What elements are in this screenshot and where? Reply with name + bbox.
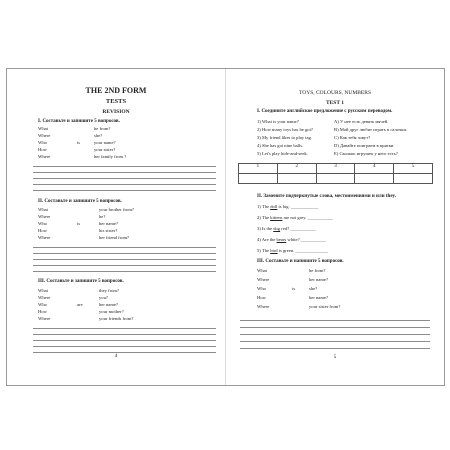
question-ending: her name? <box>309 295 329 300</box>
question-word: Where <box>38 316 51 321</box>
question-ending: he? <box>99 214 106 219</box>
question-ending: her name? <box>99 221 119 226</box>
table-answer-cell[interactable] <box>316 174 355 184</box>
question-ending: he from? <box>94 126 111 131</box>
question-ending: you? <box>99 295 108 300</box>
question-word: What <box>38 288 48 293</box>
table-header-cell: 4 <box>355 164 394 174</box>
right-section3-heading: III. Составьте и напишите 5 вопросов. <box>257 259 344 264</box>
answer-line[interactable] <box>33 166 216 167</box>
item-text: white? ___________ <box>286 237 327 242</box>
question-ending: your sister from? <box>309 304 341 309</box>
workbook-spread <box>6 68 445 386</box>
table-header-cell: 3 <box>316 164 355 174</box>
question-word: Where <box>257 277 270 282</box>
question-ending: his sister? <box>99 228 118 233</box>
question-word: How <box>38 309 47 314</box>
russian-sentence: D) Давайте поиграем в прятки. <box>334 143 395 148</box>
question-ending: her friend from? <box>99 235 130 240</box>
item-text: 2) The <box>257 215 271 220</box>
question-word: Who <box>38 140 47 145</box>
question-verb: are <box>77 302 83 307</box>
answer-line[interactable] <box>33 334 216 335</box>
replace-item <box>257 237 326 242</box>
question-word: How <box>38 228 47 233</box>
answer-line[interactable] <box>33 328 216 329</box>
question-verb: is <box>77 140 81 145</box>
question-word: How <box>257 295 266 300</box>
question-ending: her name? <box>99 302 119 307</box>
left-title: THE 2ND FORM <box>85 86 147 95</box>
question-ending: she? <box>309 286 318 291</box>
page-number: 5 <box>333 355 337 360</box>
question-word: How <box>38 147 47 152</box>
answer-line[interactable] <box>240 320 430 321</box>
question-ending: your friends from? <box>99 316 134 321</box>
right-section2-heading: II. Замените подчеркнутые слова, местоимениями и или they. <box>257 194 397 199</box>
left-section3-heading: III. Составьте и запишите 5 вопросов. <box>38 279 124 284</box>
underlined-word: kittens <box>270 215 283 220</box>
answer-line[interactable] <box>33 247 216 248</box>
russian-sentence: E) Сколько игрушек у него есть? <box>334 151 398 156</box>
english-sentence: 3) My friend likes to play tag. <box>257 135 312 140</box>
item-text: 5) The <box>257 248 271 253</box>
replace-item <box>257 215 333 220</box>
item-text: is big. ____________ <box>277 204 319 209</box>
english-sentence: 5) Let's play hide-and-seek. <box>257 151 308 156</box>
answer-line[interactable] <box>33 184 216 185</box>
answer-line[interactable] <box>240 341 430 342</box>
question-ending: your sister? <box>94 147 116 152</box>
question-word: What <box>257 268 267 273</box>
right-test-label: TEST 1 <box>325 100 345 106</box>
answer-line[interactable] <box>33 352 216 353</box>
english-sentence: 1) What is your name? <box>257 119 299 124</box>
question-word: Where <box>38 235 51 240</box>
answer-line[interactable] <box>240 327 430 328</box>
item-text: red? ___________ <box>280 226 316 231</box>
question-word: Who <box>257 286 266 291</box>
answer-line[interactable] <box>33 259 216 260</box>
page-number: 4 <box>114 354 118 359</box>
answer-line[interactable] <box>33 271 216 272</box>
table-header-cell: 2 <box>277 164 316 174</box>
table-answer-cell[interactable] <box>239 174 278 184</box>
underlined-word: dog <box>273 226 281 231</box>
replace-item <box>257 248 328 253</box>
question-ending: your mother? <box>99 309 124 314</box>
right-title: TOYS, COLOURS, NUMBERS <box>298 90 372 96</box>
question-word: Where <box>38 295 51 300</box>
question-word: Where <box>38 154 51 159</box>
question-ending: her family from ? <box>94 154 127 159</box>
english-sentence: 4) She has got nine balls. <box>257 143 304 148</box>
left-subtitle: TESTS <box>105 98 127 105</box>
item-text: 1) The <box>257 204 271 209</box>
question-ending: your name? <box>94 140 116 145</box>
question-ending: she? <box>94 133 103 138</box>
question-ending: her name? <box>309 277 329 282</box>
answer-line[interactable] <box>33 265 216 266</box>
question-verb: is <box>77 221 81 226</box>
answer-line[interactable] <box>240 334 430 335</box>
replace-item <box>257 226 316 231</box>
question-verb: is <box>292 286 296 291</box>
left-revision: REVISION <box>102 109 130 115</box>
answer-line[interactable] <box>33 253 216 254</box>
item-text: is green. ______________ <box>277 248 328 253</box>
underlined-word: bears <box>276 237 287 242</box>
question-word: Who <box>38 221 47 226</box>
left-section2-heading: II. Составьте и запишите 5 вопросов. <box>38 199 122 204</box>
question-word: Where <box>38 214 51 219</box>
question-ending: your brother from? <box>99 207 134 212</box>
item-text: are not grey. ___________ <box>282 215 333 220</box>
answer-line[interactable] <box>33 172 216 173</box>
answer-table <box>238 163 433 184</box>
question-word: What <box>38 126 48 131</box>
russian-sentence: B) Мой друг любит играть в салочки. <box>334 127 408 132</box>
question-word: Who <box>38 302 47 307</box>
underlined-word: bird <box>270 248 278 253</box>
table-answer-cell[interactable] <box>394 174 433 184</box>
question-ending: he from? <box>309 268 326 273</box>
answer-line[interactable] <box>33 346 216 347</box>
left-page <box>7 69 225 385</box>
question-word: Where <box>257 304 270 309</box>
answer-line[interactable] <box>33 190 216 191</box>
right-section1-heading: I. Соедините английское предложение с русским переводом. <box>257 109 393 114</box>
question-ending: they from? <box>99 288 120 293</box>
answer-line[interactable] <box>240 348 430 349</box>
item-text: 4) Are the <box>257 237 277 242</box>
answer-line[interactable] <box>33 340 216 341</box>
table-answer-cell[interactable] <box>277 174 316 184</box>
table-header-cell: 5 <box>394 164 433 174</box>
right-page <box>226 69 444 385</box>
answer-line[interactable] <box>33 178 216 179</box>
russian-sentence: A) У нее есть девять мячей. <box>334 119 389 124</box>
question-word: Where <box>38 133 51 138</box>
english-sentence: 2) How many toys has he got? <box>257 127 313 132</box>
underlined-word: doll <box>270 204 278 209</box>
russian-sentence: C) Как тебя зовут? <box>334 135 371 140</box>
item-text: 3) Is the <box>257 226 274 231</box>
table-header-cell: 1 <box>239 164 278 174</box>
left-section1-heading: I. Составьте и запишите 5 вопросов. <box>38 119 120 124</box>
table-answer-cell[interactable] <box>355 174 394 184</box>
question-word: What <box>38 207 48 212</box>
replace-item <box>257 204 318 209</box>
